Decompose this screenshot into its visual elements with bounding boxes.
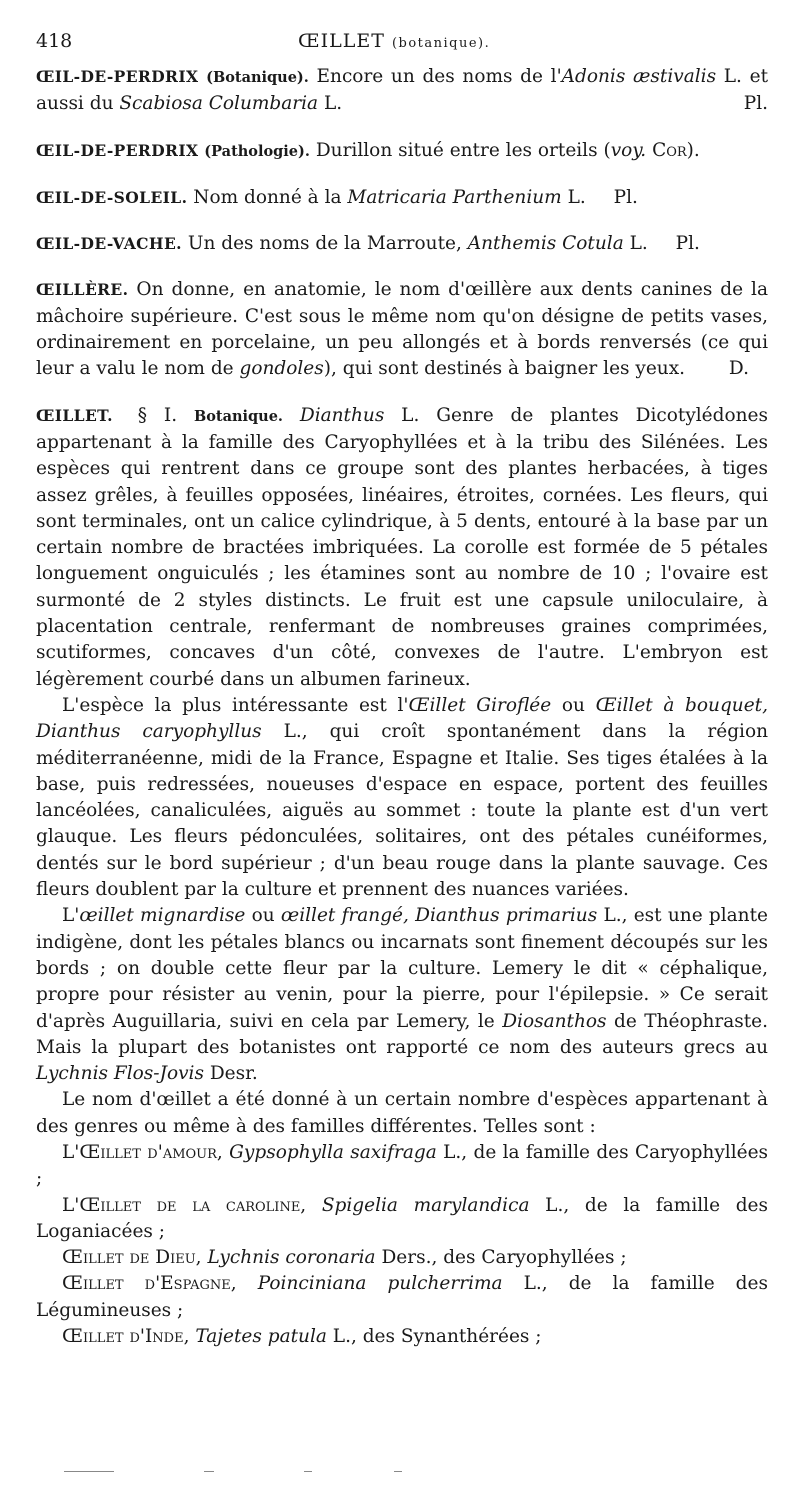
entry-text: L. <box>623 233 648 255</box>
entry-qualifier: Botanique. <box>193 407 283 425</box>
list-text: L., de la famille des Loganiacées ; <box>36 1194 768 1242</box>
paragraph-text: ou <box>551 694 596 716</box>
species-name: œillet frangé, Dianthus primarius <box>280 905 598 927</box>
entry-text: Encore un des noms de l' <box>308 66 562 87</box>
entry-text: L. <box>318 93 343 115</box>
paragraph-text: de Théophraste. Mais la plupart des botanistes ont rapporté ce nom des auteurs grecs au <box>36 1010 769 1058</box>
term: gondoles <box>239 358 324 380</box>
species-name: Poinciniana pulcherrima <box>257 1273 503 1295</box>
entry-text: L. et aussi du <box>36 66 768 115</box>
paragraph-text: L., est une plante indigène, dont les pétales blancs ou incarnats sont finement découpés sur les bords ; on double cette fleur par la culture. Lemery le dit « céphalique, propre pour résister au venin, pour la pierre, pour l'épilepsie. » Ce serait d'après Auguillaria, suivi en cela par Lemery, le <box>36 905 768 1032</box>
entry-text: Un des noms de la Marroute, <box>181 233 468 255</box>
entry-headword: ŒIL-DE-VACHE. <box>36 234 182 254</box>
species-name: Diosanthos <box>502 1010 607 1032</box>
entry-text: On donne, en anatomie, le nom d'œillère aux dents canines de la mâchoire supérieure. C'est sous le même nom qu'on désigne de petits vases, ordinairement en porcelaine, un peu allongés et à bords renversés (ce qui leur a valu le nom de <box>36 279 768 380</box>
entry-text: ). <box>686 139 700 161</box>
entry-headword: ŒIL-DE-PERDRIX <box>36 140 199 160</box>
entry-oeil-de-perdrix-botanique <box>36 64 768 118</box>
entry-oeillet <box>36 403 768 693</box>
entry-text: ), qui sont destinés à baigner les yeux. <box>323 358 686 380</box>
entry-author: Pl. <box>743 93 768 115</box>
cross-reference: voy. <box>610 139 647 161</box>
species-name: Adonis æstivalis <box>561 66 717 87</box>
species-name: Lychnis Flos-Jovis <box>36 1063 204 1085</box>
species-name: Scabiosa Columbaria <box>119 93 319 115</box>
entry-qualifier: (Botanique). <box>206 69 309 86</box>
page-title-subtitle: (botanique). <box>391 36 491 51</box>
genus-name: Dianthus <box>299 404 385 426</box>
entry-text: Nom donné à la <box>187 186 348 208</box>
paragraph-text: Desr. <box>203 1063 258 1085</box>
common-name: Œillet de Dieu, <box>62 1247 202 1269</box>
page-title-main: ŒILLET <box>298 30 385 52</box>
entry-oeil-de-vache <box>36 231 768 257</box>
page-number: 418 <box>36 30 73 52</box>
species-name: Gypsophylla saxifraga <box>229 1141 437 1163</box>
entry-author: Pl. <box>675 233 700 255</box>
species-name: Œillet Giroflée <box>408 694 552 716</box>
entry-headword: ŒIL-DE-PERDRIX <box>36 67 199 86</box>
species-name: Matricaria Parthenium <box>347 186 562 208</box>
paragraph-oeillet-mignardise <box>36 903 768 1087</box>
section-mark: § I. <box>137 404 178 426</box>
species-name: Œillet à bouquet, Dianthus caryophyllus <box>36 694 768 743</box>
list-text: Ders., des Caryophyllées ; <box>375 1247 627 1269</box>
scan-mark <box>64 1471 114 1472</box>
list-text: L., de la famille des Caryophyllées ; <box>36 1141 769 1190</box>
running-header <box>36 30 768 60</box>
entry-headword: ŒILLÈRE. <box>36 280 129 300</box>
common-name: Œillet d'Espagne, <box>62 1273 237 1295</box>
scan-mark <box>394 1471 402 1472</box>
entry-qualifier: (Pathologie). <box>204 142 310 160</box>
list-item <box>36 1193 768 1246</box>
paragraph-text: ou <box>245 905 281 927</box>
list-item <box>36 1140 768 1193</box>
species-name: Tajetes patula <box>195 1326 327 1348</box>
entry-text: L. <box>561 186 586 208</box>
scan-mark <box>304 1471 312 1472</box>
paragraph-oeillet-giroflee <box>36 693 768 903</box>
species-name: Lychnis coronaria <box>207 1247 376 1269</box>
cross-reference-target: Cor <box>652 139 687 161</box>
entry-headword: ŒIL-DE-SOLEIL. <box>36 187 188 207</box>
species-name: œillet mignardise <box>79 905 246 927</box>
entry-oeil-de-perdrix-pathologie <box>36 138 768 165</box>
list-item <box>36 1271 768 1324</box>
entry-author: Pl. <box>613 186 638 208</box>
entry-text: Durillon situé entre les orteils ( <box>309 139 611 161</box>
scan-mark <box>204 1471 214 1472</box>
list-item <box>36 1245 768 1271</box>
dictionary-body <box>36 64 768 1350</box>
list-text: L., de la famille des Légumineuses ; <box>36 1273 768 1321</box>
species-list <box>36 1140 768 1350</box>
paragraph-text: L' <box>62 905 80 927</box>
common-name: L'Œillet d'amour, <box>62 1141 223 1163</box>
species-name: Anthemis Cotula <box>467 233 624 255</box>
entry-oeillere <box>36 277 768 382</box>
page-title <box>298 30 490 52</box>
paragraph-text: Le nom d'œillet a été donné à un certain nombre d'espèces appartenant à des genres ou même à des familles différentes. Telles sont : <box>36 1089 768 1137</box>
paragraph-text: L'espèce la plus intéressante est l' <box>62 694 409 716</box>
entry-oeil-de-soleil <box>36 185 768 211</box>
common-name: L'Œillet de la caroline, <box>62 1194 307 1216</box>
entry-headword: ŒILLET. <box>36 405 113 425</box>
entry-author: D. <box>728 358 749 380</box>
list-text: L., des Synanthérées ; <box>326 1326 542 1348</box>
list-item <box>36 1324 768 1350</box>
species-name: Spigelia marylandica <box>321 1194 530 1216</box>
paragraph-text: L., qui croît spontanément dans la région méditerranéenne, midi de la France, Espagne et Italie. Ses tiges étalées à la base, puis redressées, noueuses d'espace en espace, portent des feuilles lancéolées, canaliculées, aiguës au sommet : toute la plante est d'un vert glauque. Les fleurs pédonculées, solitaires, ont des pétales cunéiformes, dentés sur le bord supérieur ; d'un beau rouge dans la plante sauvage. Ces fleurs doublent par la culture et prennent des nuances variées. <box>36 721 769 901</box>
paragraph-oeillet-other-species <box>36 1087 768 1140</box>
common-name: Œillet d'Inde, <box>62 1326 190 1348</box>
entry-text: L. Genre de plantes Dicotylédones appartenant à la famille des Caryophyllées et à la tribu des Silénées. Les espèces qui rentrent dans ce groupe sont des plantes herbacées, à tiges assez grêles, à feuilles opposées, linéaires, étroites, cornées. Les fleurs, qui sont terminales, ont un calice cylindrique, à 5 dents, entouré à la base par un certain nombre de bractées imbriquées. La corolle est formée de 5 pétales longuement onguiculés ; les étamines sont au nombre de 10 ; l'ovaire est surmonté de 2 styles distincts. Le fruit est une capsule uniloculaire, à placentation centrale, renfermant de nombreuses graines comprimées, scutiformes, concaves d'un côté, convexes de l'autre. L'embryon est légèrement courbé dans un albumen farineux. <box>36 404 768 690</box>
footer-scan-marks <box>64 1471 564 1483</box>
